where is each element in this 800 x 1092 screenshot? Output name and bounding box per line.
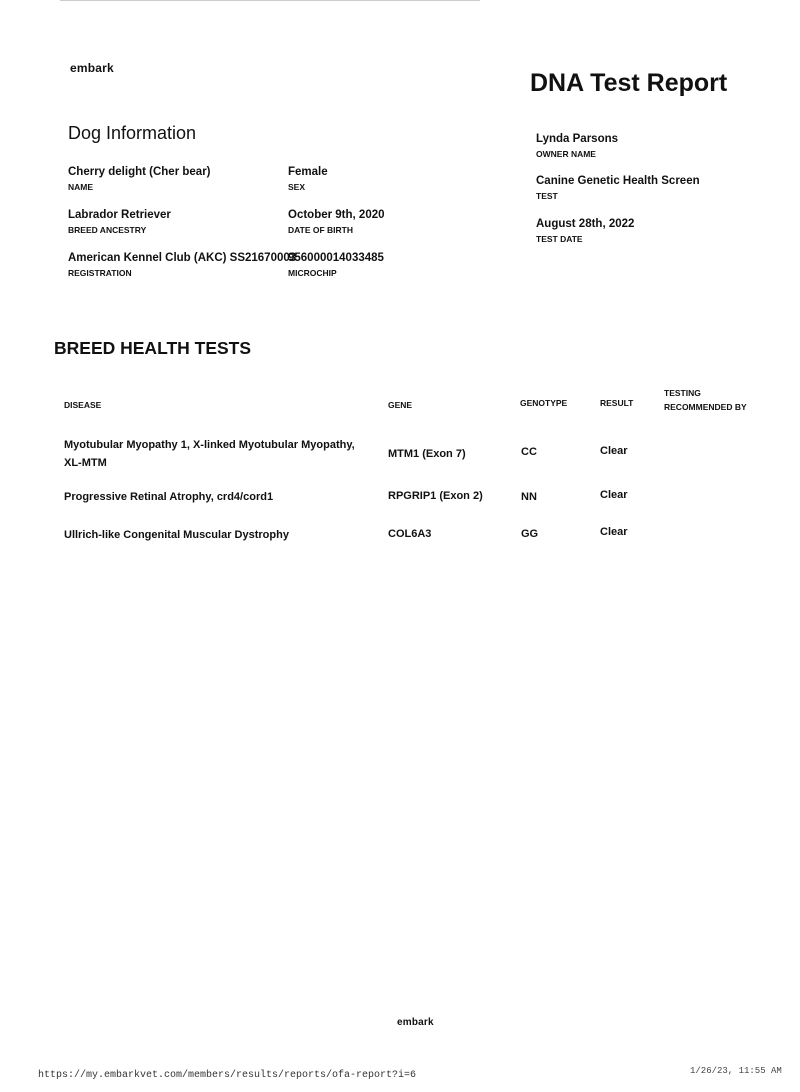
- test-date-value: August 28th, 2022: [536, 218, 635, 230]
- column-header-genotype: GENOTYPE: [520, 398, 568, 408]
- owner-name-field: [536, 133, 618, 159]
- column-header-gene: GENE: [388, 400, 413, 410]
- sex-label: SEX: [288, 182, 306, 192]
- breed-ancestry-label: BREED ANCESTRY: [68, 225, 147, 235]
- column-header-result: RESULT: [600, 398, 634, 408]
- table-row-3-genotype: GG: [521, 528, 539, 540]
- table-row-3-result: Clear: [600, 526, 628, 538]
- footer-embark-logo: embark: [397, 1017, 434, 1028]
- sex-value: Female: [288, 166, 328, 178]
- embark-logo: embark: [70, 61, 114, 75]
- table-row-3-disease: Ullrich-like Congenital Muscular Dystrophy: [64, 529, 289, 541]
- table-row-1-genotype: CC: [521, 446, 537, 458]
- breed-health-tests-heading: BREED HEALTH TESTS: [54, 338, 252, 358]
- registration-value: American Kennel Club (AKC) SS21670003: [68, 252, 297, 264]
- microchip-label: MICROCHIP: [288, 268, 337, 278]
- owner-name-value: Lynda Parsons: [536, 133, 619, 145]
- test-date-label: TEST DATE: [536, 234, 583, 244]
- table-row-2-gene: RPGRIP1 (Exon 2): [388, 490, 483, 502]
- footer-url: https://my.embarkvet.com/members/results/reports/ofa-report?i=6: [38, 1070, 417, 1081]
- owner-name-label: OWNER NAME: [536, 149, 596, 159]
- column-header-disease: DISEASE: [64, 400, 102, 410]
- microchip-field: [288, 252, 384, 278]
- test-field: [536, 175, 700, 201]
- dog-name-field: [68, 166, 211, 192]
- table-row-3-gene: COL6A3: [388, 528, 432, 540]
- breed-ancestry-value: Labrador Retriever: [68, 209, 171, 221]
- registration-field: [68, 252, 296, 278]
- test-label: TEST: [536, 191, 558, 201]
- date-of-birth-field: [288, 209, 385, 235]
- table-row-2-genotype: NN: [521, 491, 537, 503]
- dog-name-value: Cherry delight (Cher bear): [68, 166, 211, 178]
- table-row-1-disease: Myotubular Myopathy 1, X-linked Myotubular Myopathy, XL-MTM: [64, 439, 355, 469]
- registration-label: REGISTRATION: [68, 268, 132, 278]
- table-row-2-disease: Progressive Retinal Atrophy, crd4/cord1: [64, 491, 274, 503]
- table-row-1-gene: MTM1 (Exon 7): [388, 448, 466, 460]
- sex-field: [288, 166, 328, 192]
- table-row-1-result: Clear: [600, 445, 628, 457]
- test-value: Canine Genetic Health Screen: [536, 175, 700, 187]
- scan-edge-line: [60, 0, 480, 1]
- breed-ancestry-field: [68, 209, 171, 235]
- footer-timestamp: 1/26/23, 11:55 AM: [690, 1066, 782, 1076]
- date-of-birth-label: DATE OF BIRTH: [288, 225, 354, 235]
- test-date-field: [536, 218, 634, 244]
- table-row-2-result: Clear: [600, 489, 628, 501]
- column-header-testing-recommended-by: TESTING RECOMMENDED BY: [664, 388, 747, 412]
- dog-information-heading: Dog Information: [68, 123, 197, 143]
- microchip-value: 956000014033485: [288, 252, 384, 264]
- report-title: DNA Test Report: [530, 69, 728, 97]
- date-of-birth-value: October 9th, 2020: [288, 209, 385, 221]
- dog-name-label: NAME: [68, 182, 94, 192]
